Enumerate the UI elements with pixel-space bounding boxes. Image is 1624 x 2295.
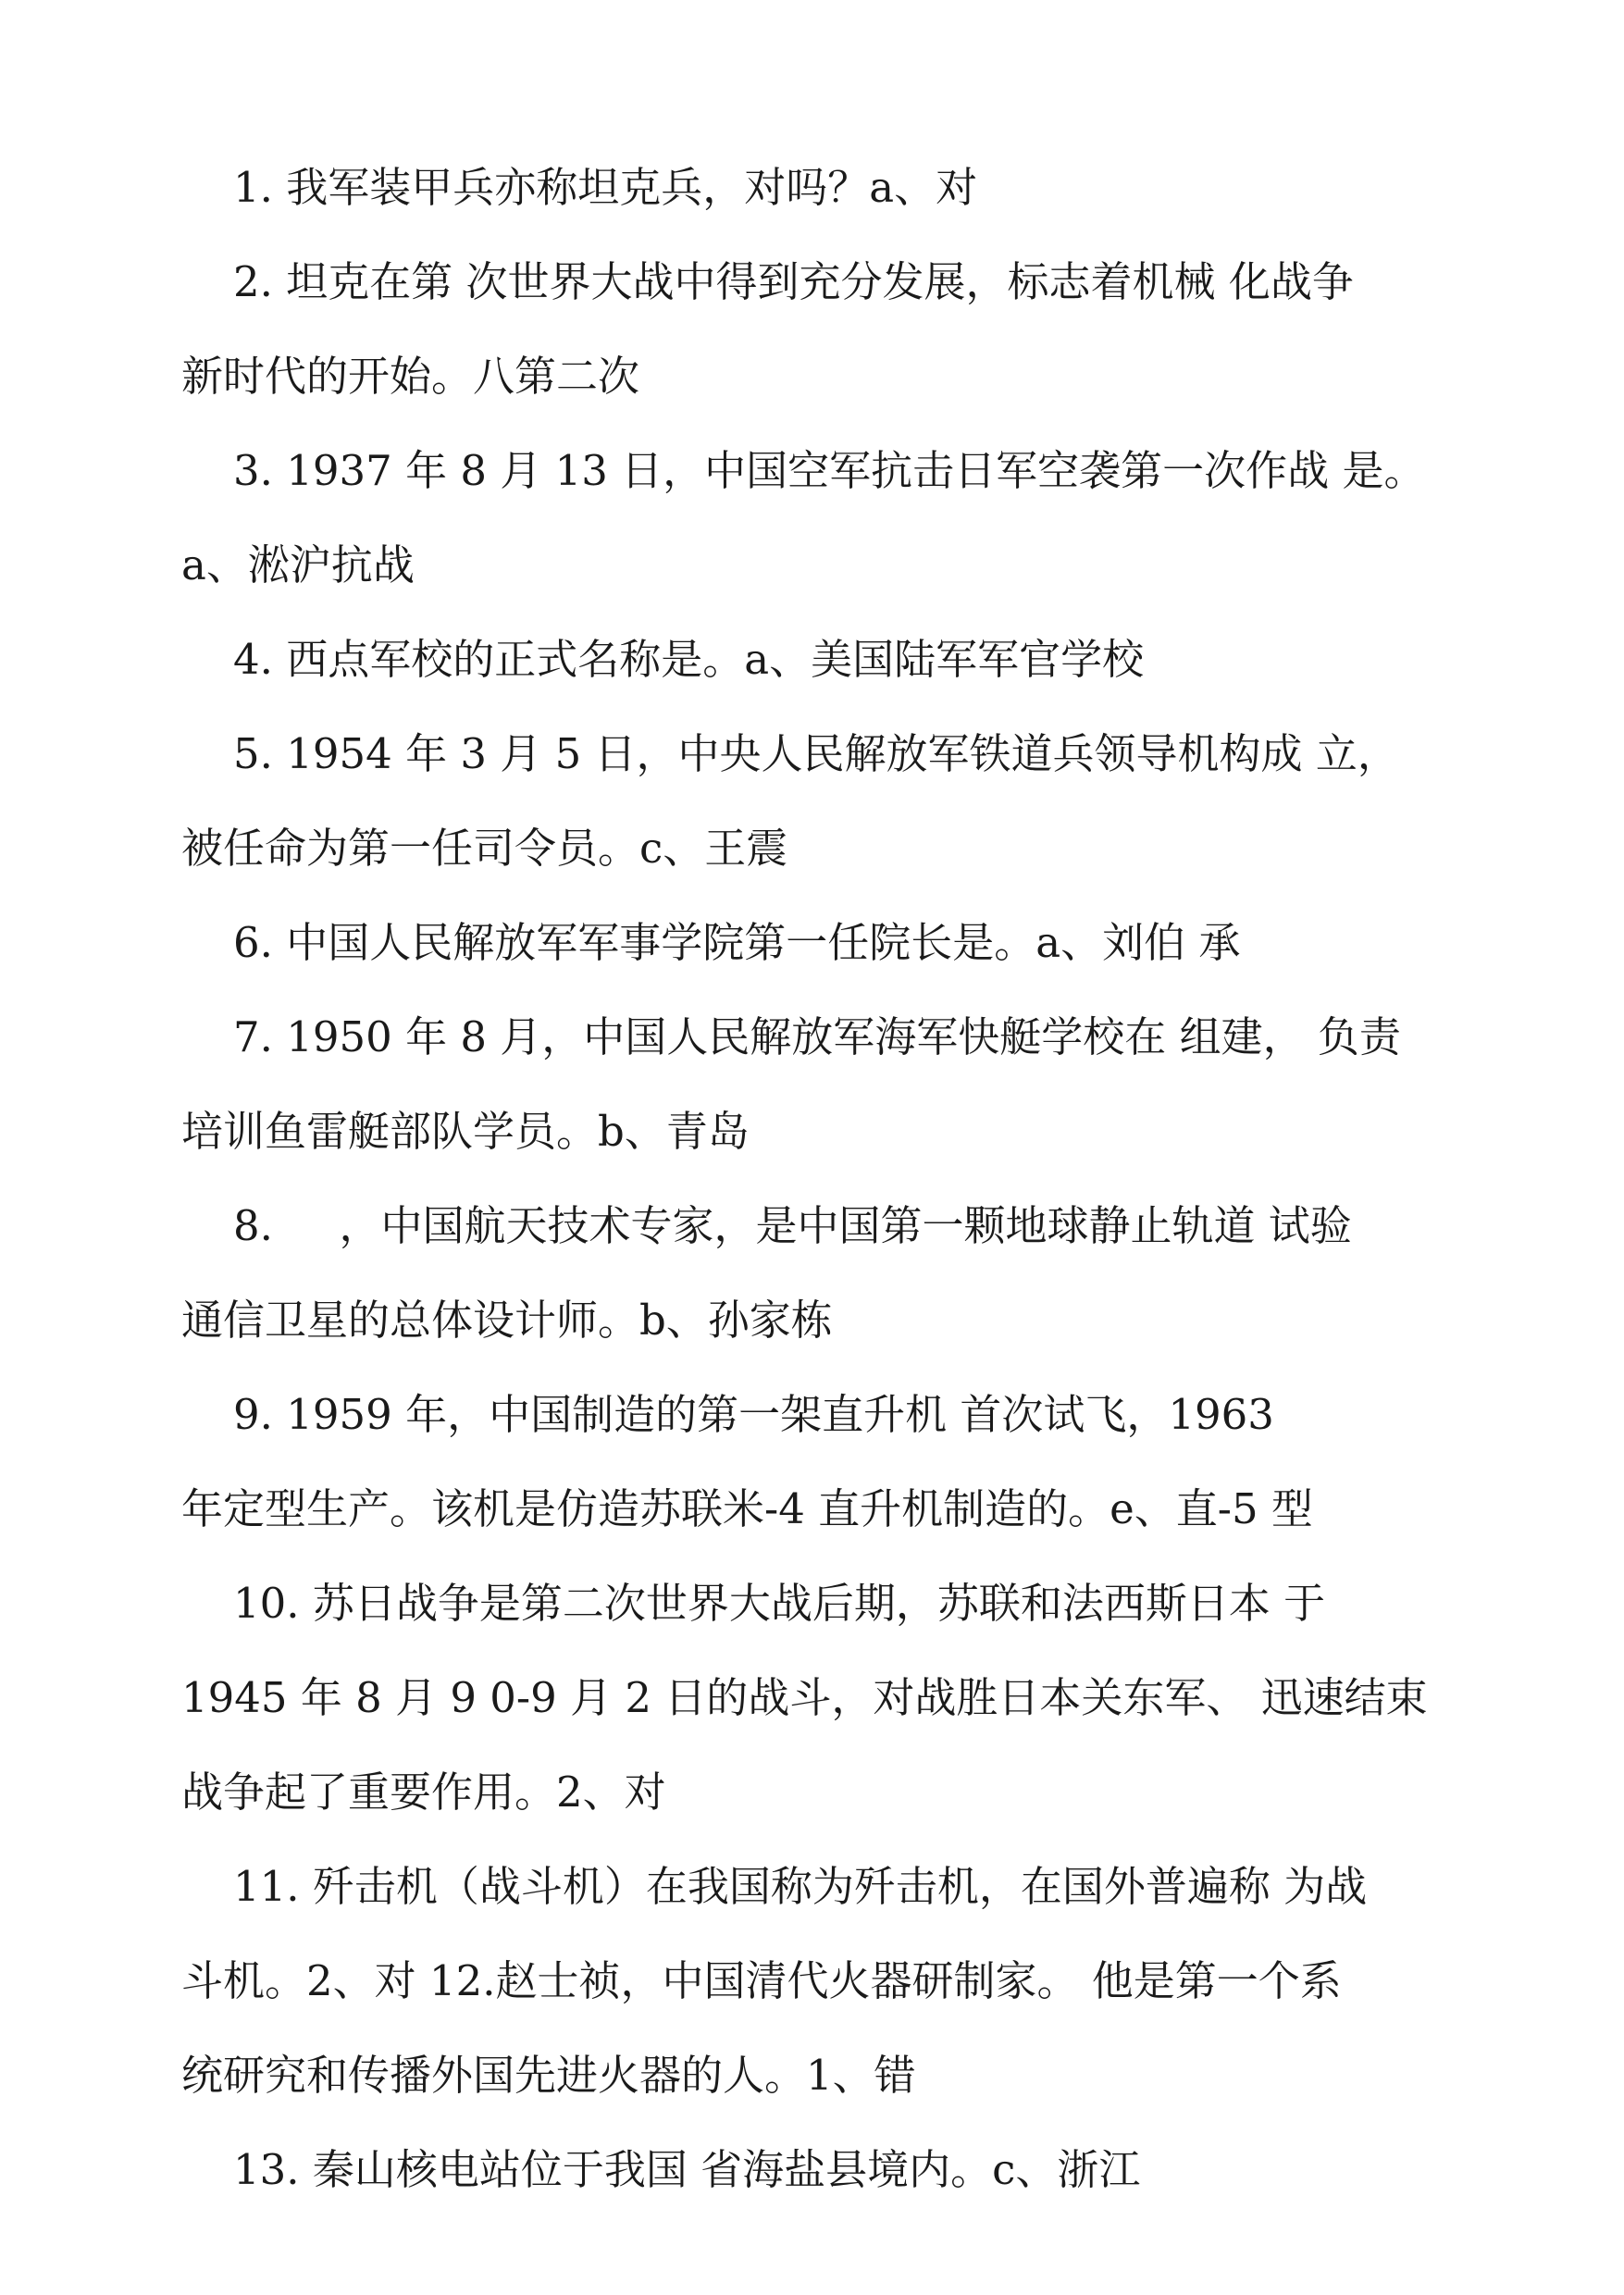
text-line: 11. 歼击机（战斗机）在我国称为歼击机，在国外普遍称 为战	[233, 1862, 1368, 1911]
text-line: 6. 中国人民解放军军事学院第一任院长是。a、刘伯 承	[233, 918, 1241, 967]
text-line: 13. 秦山核电站位于我国 省海盐县境内。c、浙江	[233, 2145, 1141, 2194]
text-line: 7. 1950 年 8 月，中国人民解放军海军快艇学校在 组建， 负责	[233, 1012, 1401, 1061]
text-line: a、淞沪抗战	[181, 540, 415, 589]
text-line: 5. 1954 年 3 月 5 日，中央人民解放军铁道兵领导机构成 立，	[233, 729, 1399, 778]
text-line: 新时代的开始。八第二次	[181, 352, 640, 401]
text-line: 战争起了重要作用。2、对	[181, 1768, 666, 1817]
text-line: 3. 1937 年 8 月 13 日，中国空军抗击日军空袭第一次作战 是。	[233, 446, 1426, 495]
text-line: 斗机。2、对 12.赵士祯，中国清代火器研制家。 他是第一个系	[181, 1956, 1342, 2005]
text-line: 统研究和传播外国先进火器的人。1、错	[181, 2051, 916, 2100]
text-line: 8. ，中国航天技术专家，是中国第一颗地球静止轨道 试验	[233, 1201, 1352, 1250]
text-line: 4. 西点军校的正式名称是。a、美国陆军军官学校	[233, 635, 1145, 684]
text-line: 培训鱼雷艇部队学员。b、青岛	[181, 1107, 750, 1156]
text-line: 年定型生产。该机是仿造苏联米-4 直升机制造的。e、直-5 型	[181, 1484, 1313, 1533]
text-line: 1. 我军装甲兵亦称坦克兵，对吗？a、对	[233, 163, 978, 212]
text-line: 通信卫星的总体设计师。b、孙家栋	[181, 1296, 833, 1345]
document-body	[181, 141, 1495, 2217]
text-line: 被任命为第一任司令员。c、王震	[181, 824, 788, 873]
text-line: 2. 坦克在第 次世界大战中得到充分发展，标志着机械 化战争	[233, 257, 1354, 306]
text-line: 10. 苏日战争是第二次世界大战后期，苏联和法西斯日本 于	[233, 1579, 1326, 1628]
text-line: 1945 年 8 月 9 0-9 月 2 日的战斗，对战胜日本关东军、 迅速结束	[181, 1673, 1428, 1722]
text-line: 9. 1959 年，中国制造的第一架直升机 首次试飞，1963	[233, 1390, 1274, 1439]
